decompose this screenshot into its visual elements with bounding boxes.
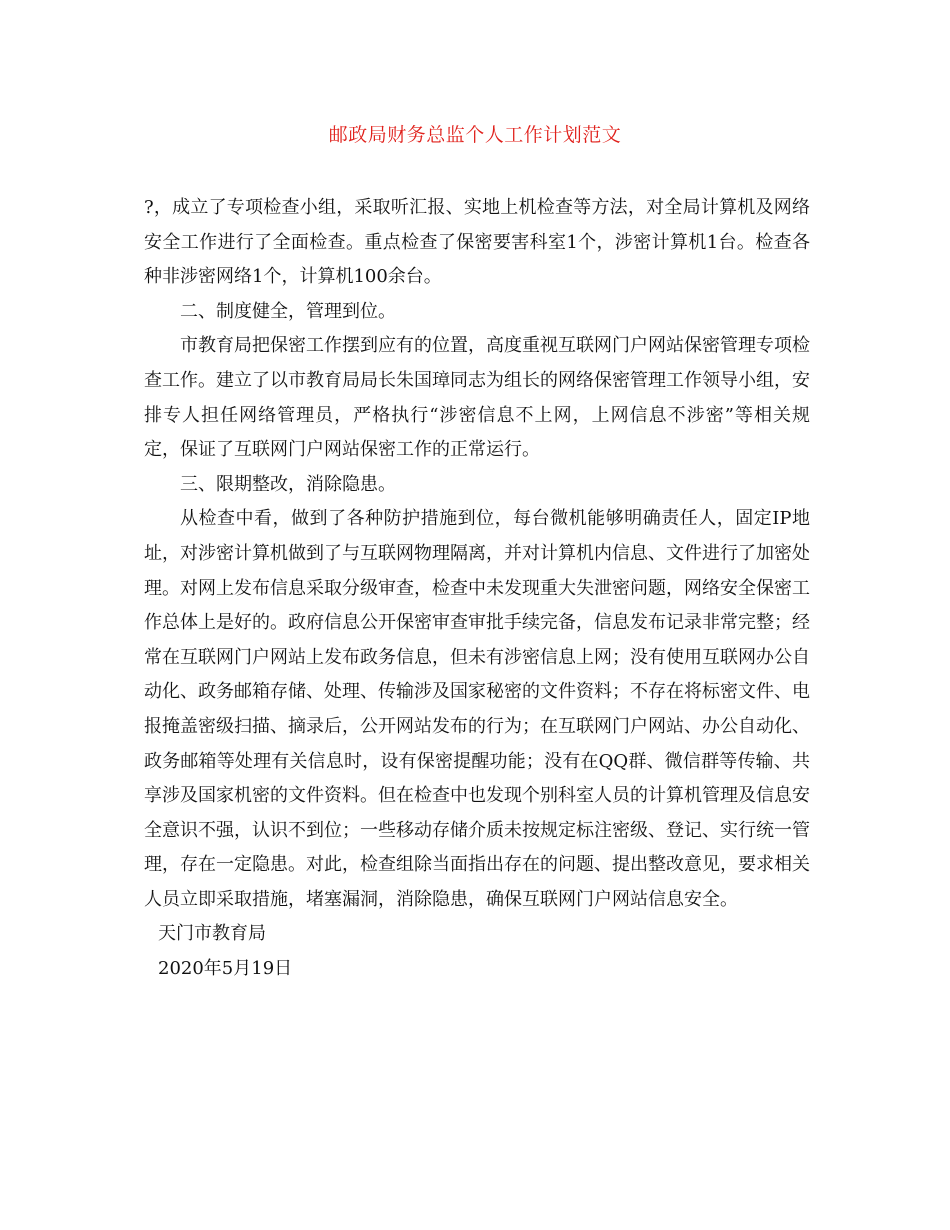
paragraph-inspection-intro: ?，成立了专项检查小组，采取听汇报、实地上机检查等方法，对全局计算机及网络安全工作进行了全面检查。重点检查了保密要害科室1个，涉密计算机1台。检查各种非涉密网络1个，计算机100余台。 bbox=[144, 197, 810, 288]
signature-date: 2020年5月19日 bbox=[158, 958, 293, 980]
signature-organization: 天门市教育局 bbox=[158, 923, 266, 945]
document-title: 邮政局财务总监个人工作计划范文 bbox=[328, 124, 622, 146]
heading-rectification: 三、限期整改，消除隐患。 bbox=[180, 473, 396, 495]
document-body bbox=[144, 191, 810, 987]
heading-system-sound: 二、制度健全，管理到位。 bbox=[180, 300, 396, 322]
paragraph-rectification-details: 从检查中看，做到了各种防护措施到位，每台微机能够明确责任人，固定IP地址，对涉密计算机做到了与互联网物理隔离，并对计算机内信息、文件进行了加密处理。对网上发布信息采取分级审查，检查中未发现重大失泄密问题，网络安全保密工作总体上是好的。政府信息公开保密审查审批手续完备，信息发布记录非常完整；经常在互联网门户网站上发布政务信息，但未有涉密信息上网；没有使用互联网办公自动化、政务邮箱存储、处理、传输涉及国家秘密的文件资料；不存在将标密文件、电报掩盖密级扫描、摘录后，公开网站发布的行为；在互联网门户网站、办公自动化、政务邮箱等处理有关信息时，设有保密提醒功能；没有在QQ群、微信群等传输、共享涉及国家机密的文件资料。但在检查中也发现个别科室人员的计算机管理及信息安全意识不强，认识不到位；一些移动存储介质未按规定标注密级、登记、实行统一管理，存在一定隐患。对此，检查组除当面指出存在的问题、提出整改意见，要求相关人员立即采取措施，堵塞漏洞，消除隐患，确保互联网门户网站信息安全。 bbox=[144, 508, 810, 910]
paragraph-system-details: 市教育局把保密工作摆到应有的位置，高度重视互联网门户网站保密管理专项检查工作。建立了以市教育局局长朱国璋同志为组长的网络保密管理工作领导小组，安排专人担任网络管理员，严格执行“涉密信息不上网，上网信息不涉密”等相关规定，保证了互联网门户网站保密工作的正常运行。 bbox=[144, 335, 810, 461]
